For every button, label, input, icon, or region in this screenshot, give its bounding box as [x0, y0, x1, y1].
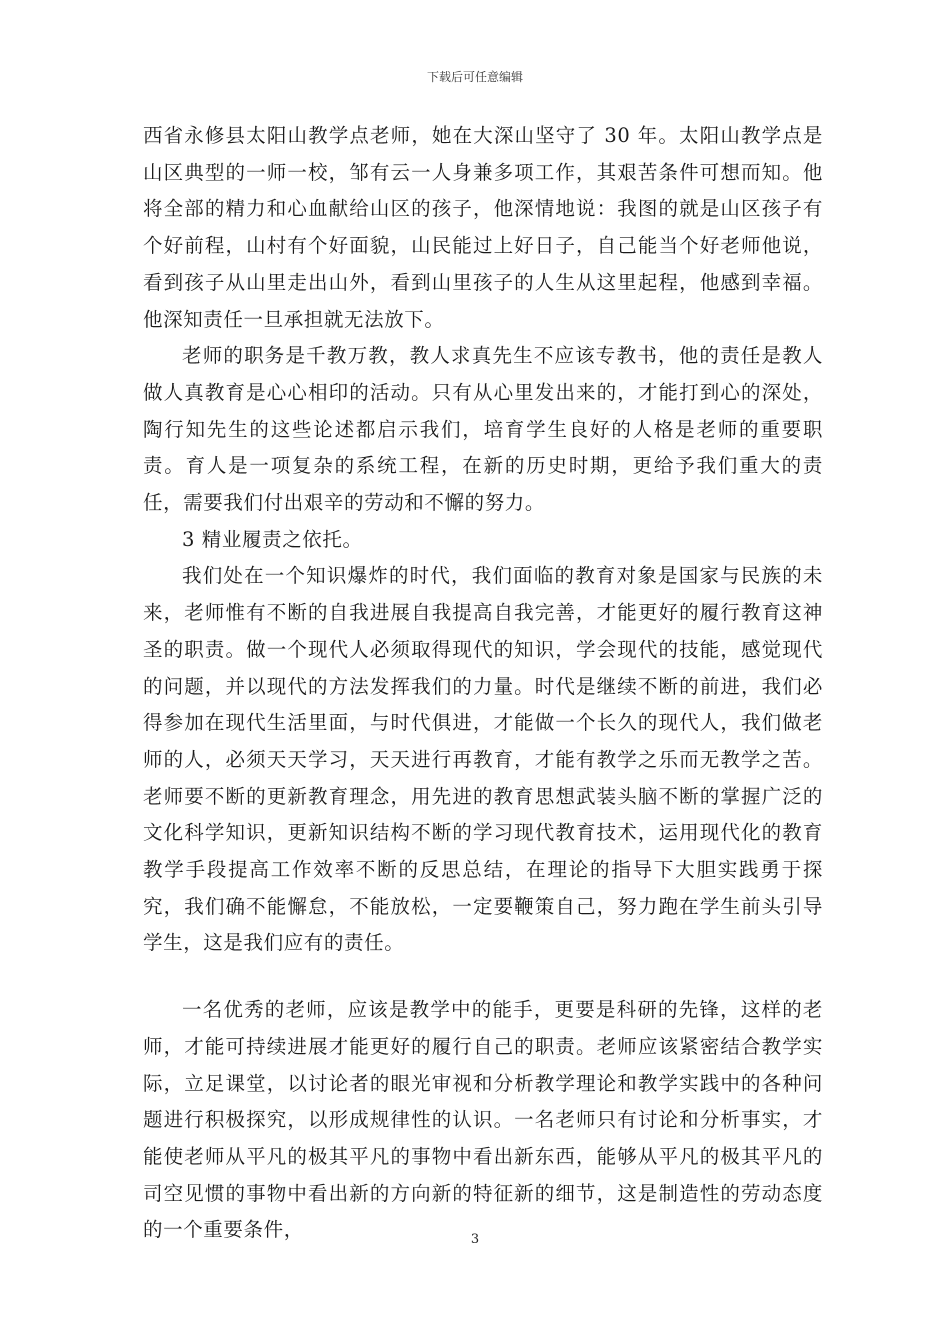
section-heading: 3 精业履责之依托。 [182, 527, 363, 551]
page-number: 3 [470, 1232, 480, 1247]
paragraph-4: 一名优秀的老师，应该是教学中的能手，更要是科研的先锋，这样的老师，才能可持续进展才能更好的履行自己的职责。老师应该紧密结合教学实际，立足课堂，以讨论者的眼光审视和分析教学理论和教学实践中的各种问题进行积极探究，以形成规律性的认识。一名老师只有讨论和分析事实，才能使老师从平凡的极其平凡的事物中看出新东西，能够从平凡的极其平凡的司空见惯的事物中看出新的方向新的特征新的细节，这是制造性的劳动态度的一个重要条件， [143, 998, 823, 1242]
document-body [143, 118, 823, 1249]
paragraph-1: 西省永修县太阳山教学点老师，她在大深山坚守了 30 年。太阳山教学点是山区典型的一师一校，邹有云一人身兼多项工作，其艰苦条件可想而知。他将全部的精力和心血献给山区的孩子，他深情地说：我图的就是山区孩子有个好前程，山村有个好面貌，山民能过上好日子，自己能当个好老师他说，看到孩子从山里走出山外，看到山里孩子的人生从这里起程，他感到幸福。他深知责任一旦承担就无法放下。 [143, 124, 823, 331]
page-header: 下载后可任意编辑 [426, 70, 523, 84]
paragraph-2: 老师的职务是千教万教，教人求真先生不应该专教书，他的责任是教人做人真教育是心心相印的活动。只有从心里发出来的，才能打到心的深处，陶行知先生的这些论述都启示我们，培育学生良好的人格是老师的重要职责。育人是一项复杂的系统工程，在新的历史时期，更给予我们重大的责任，需要我们付出艰辛的劳动和不懈的努力。 [143, 344, 823, 515]
paragraph-3: 我们处在一个知识爆炸的时代，我们面临的教育对象是国家与民族的未来，老师惟有不断的自我进展自我提高自我完善，才能更好的履行教育这神圣的职责。做一个现代人必须取得现代的知识，学会现代的技能，感觉现代的问题，并以现代的方法发挥我们的力量。时代是继续不断的前进，我们必得参加在现代生活里面，与时代俱进，才能做一个长久的现代人，我们做老师的人，必须天天学习，天天进行再教育，才能有教学之乐而无教学之苦。老师要不断的更新教育理念，用先进的教育思想武装头脑不断的掌握广泛的文化科学知识，更新知识结构不断的学习现代教育技术，运用现代化的教育教学手段提高工作效率不断的反思总结，在理论的指导下大胆实践勇于探究，我们确不能懈怠，不能放松，一定要鞭策自己，努力跑在学生前头引导学生，这是我们应有的责任。 [143, 564, 823, 955]
paragraph-gap [143, 962, 823, 992]
